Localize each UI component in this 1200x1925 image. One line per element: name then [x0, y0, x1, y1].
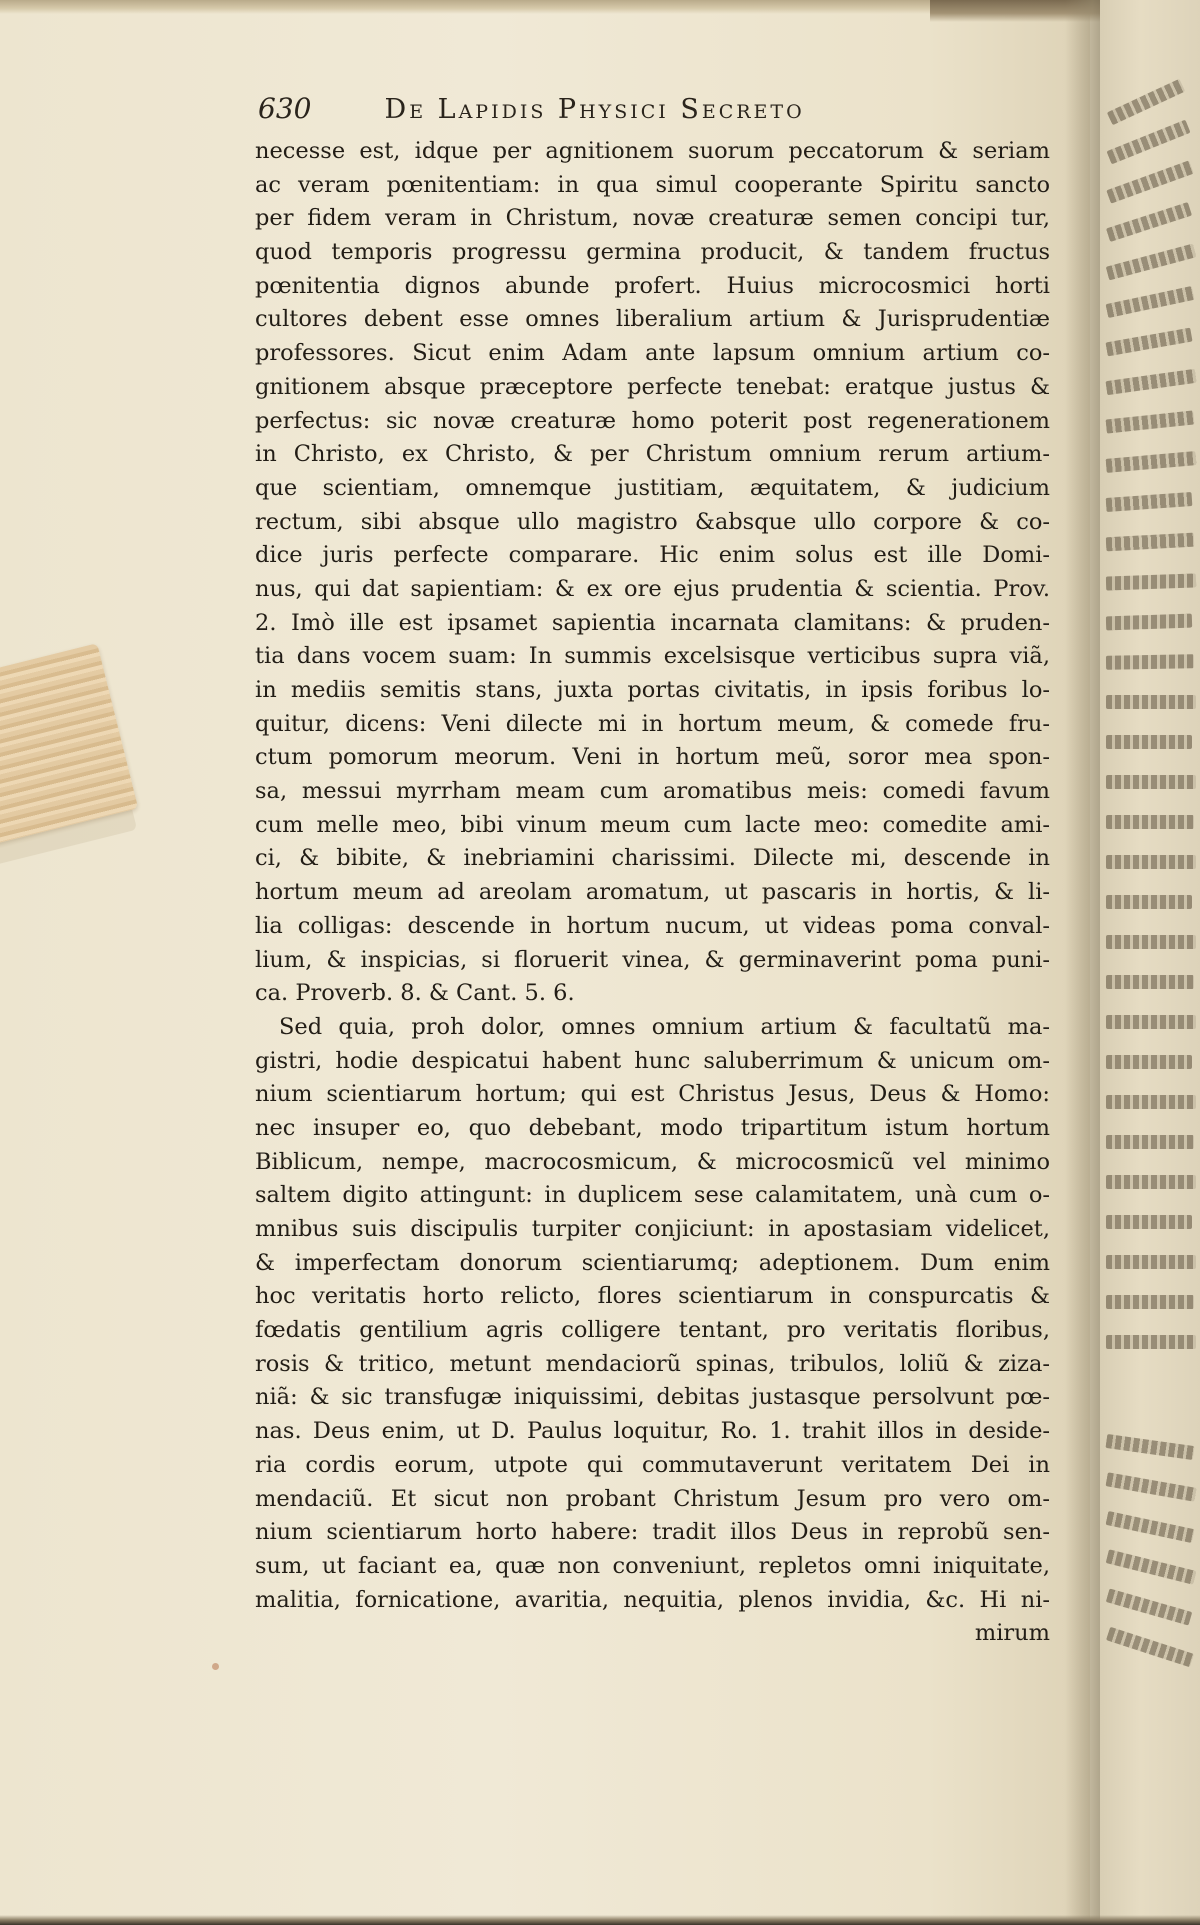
- text-line: sa, messui myrrham meam cum aromatibus meis: comedi favum: [255, 778, 1050, 805]
- text-line: malitia, fornicatione, avaritia, nequitia, plenos invidia, &c. Hi ni-: [255, 1586, 1050, 1613]
- facing-page-text-fragment: [1105, 1434, 1194, 1460]
- text-line: hoc veritatis horto relicto, flores scientiarum in conspurcatis &: [255, 1283, 1050, 1310]
- facing-page-text-fragment: [1106, 160, 1193, 203]
- text-line: nium scientiarum hortum; qui est Christus Jesus, Deus & Homo:: [255, 1081, 1050, 1108]
- facing-page-text-fragment: [1106, 1135, 1194, 1149]
- text-line: tia dans vocem suam: In summis excelsisque verticibus supra viã,: [255, 643, 1050, 670]
- facing-page-text-fragment: [1106, 1295, 1194, 1309]
- facing-page-text-fragment: [1106, 1511, 1195, 1543]
- facing-page-text-fragment: [1106, 1095, 1196, 1109]
- text-line: professores. Sicut enim Adam ante lapsum omnium artium co-: [255, 340, 1050, 367]
- text-line: quitur, dicens: Veni dilecte mi in hortum meum, & comede fru-: [255, 710, 1050, 737]
- page-number: 630: [258, 92, 312, 125]
- text-line: mnibus suis discipulis turpiter conjiciunt: in apostasiam videlicet,: [255, 1216, 1050, 1242]
- text-line: mendaciũ. Et sicut non probant Christum Jesum pro vero om-: [255, 1485, 1050, 1512]
- text-line: sum, ut faciant ea, quæ non conveniunt, repletos omni iniquitate,: [255, 1552, 1050, 1579]
- text-line: dice juris perfecte comparare. Hic enim solus est ille Domi-: [255, 542, 1050, 569]
- facing-page-text-fragment: [1106, 120, 1190, 165]
- text-line: que scientiam, omnemque justitiam, æquitatem, & judicium: [255, 474, 1050, 501]
- facing-page-text-fragment: [1106, 1055, 1192, 1069]
- facing-page-text-fragment: [1106, 244, 1197, 281]
- facing-page-text-fragment: [1106, 410, 1195, 433]
- body-text: [255, 135, 1050, 1651]
- text-line: quod temporis progressu germina producit, & tandem fructus: [255, 239, 1050, 266]
- text-line: 2. Imò ille est ipsamet sapientia incarnata clamitans: & pruden-: [255, 609, 1050, 636]
- text-line: ca. Proverb. 8. & Cant. 5. 6.: [255, 980, 575, 1007]
- facing-page-text-fragment: [1106, 895, 1192, 909]
- text-line: saltem digito attingunt: in duplicem sese calamitatem, unà cum o-: [255, 1182, 1050, 1209]
- text-line: nas. Deus enim, ut D. Paulus loquitur, Ro. 1. trahit illos in deside-: [255, 1418, 1050, 1445]
- text-line: per fidem veram in Christum, novæ creaturæ semen concipi tur,: [255, 205, 1050, 232]
- facing-page-text-fragment: [1105, 369, 1196, 395]
- text-line: ctum pomorum meorum. Veni in hortum meũ, soror mea spon-: [255, 744, 1050, 771]
- running-head: [258, 92, 1058, 136]
- text-line: gnitionem absque præceptore perfecte tenebat: eratque justus &: [255, 373, 1050, 400]
- text-line: nec insuper eo, quo debebant, modo tripartitum istum hortum: [255, 1114, 1050, 1141]
- facing-page-text-fragment: [1106, 614, 1192, 631]
- catchword: mirum: [974, 1620, 1050, 1647]
- facing-page-text-fragment: [1106, 815, 1194, 829]
- text-line: lium, & inspicias, si floruerit vinea, & germinaverint poma puni-: [255, 946, 1050, 973]
- facing-page-text-fragment: [1106, 775, 1196, 789]
- facing-page-text-fragment: [1106, 1215, 1192, 1229]
- text-line: cum melle meo, bibi vinum meum cum lacte meo: comedite ami-: [255, 811, 1050, 838]
- facing-page-text-fragment: [1106, 573, 1196, 590]
- text-line: perfectus: sic novæ creaturæ homo poterit post regenerationem: [255, 407, 1050, 434]
- facing-page-edge: [1100, 0, 1200, 1925]
- facing-page-text-fragment: [1106, 1175, 1196, 1189]
- facing-page-text-fragment: [1106, 975, 1194, 989]
- facing-page-text-fragment: [1105, 328, 1192, 357]
- facing-page-text-fragment: [1106, 1549, 1197, 1584]
- facing-page-text-fragment: [1106, 1255, 1196, 1269]
- text-line: ria cordis eorum, utpote qui commutaverunt veritatem Dei in: [255, 1451, 1050, 1478]
- text-line: gistri, hodie despicatui habent hunc saluberrimum & unicum om-: [255, 1047, 1050, 1074]
- facing-page-text-fragment: [1107, 79, 1185, 125]
- facing-page-text-fragment: [1106, 451, 1197, 473]
- facing-page-text-fragment: [1106, 935, 1196, 949]
- text-line: hortum meum ad areolam aromatum, ut pascaris in hortis, & li-: [255, 879, 1050, 906]
- ink-stain: [212, 1663, 219, 1670]
- text-line: nus, qui dat sapientiam: & ex ore ejus prudentia & scientia. Prov.: [255, 575, 1050, 602]
- facing-page-text-fragment: [1106, 1015, 1196, 1029]
- facing-page-text-fragment: [1106, 492, 1193, 512]
- facing-page-text-fragment: [1106, 735, 1192, 749]
- text-line: nium scientiarum horto habere: tradit illos Deus in reprobũ sen-: [255, 1519, 1050, 1546]
- text-line: niã: & sic transfugæ iniquissimi, debitas justasque persolvunt pœ-: [255, 1384, 1050, 1411]
- facing-page-text-fragment: [1106, 1627, 1194, 1668]
- facing-page-text-fragment: [1106, 1588, 1193, 1625]
- text-line: in Christo, ex Christo, & per Christum omnium rerum artium-: [255, 441, 1050, 468]
- page-bottom-edge: [0, 1915, 1200, 1925]
- facing-page-text-fragment: [1106, 695, 1196, 709]
- text-line: lia colligas: descende in hortum nucum, ut videas poma conval-: [255, 912, 1050, 939]
- text-line-paragraph-start: Sed quia, proh dolor, omnes omnium artium & facultatũ ma-: [279, 1013, 1050, 1040]
- text-line: ac veram pœnitentiam: in qua simul cooperante Spiritu sancto: [255, 171, 1050, 198]
- text-line: rosis & tritico, metunt mendaciorũ spinas, tribulos, loliũ & ziza-: [255, 1350, 1050, 1377]
- facing-page-text-fragment: [1106, 286, 1195, 318]
- text-line: ci, & bibite, & inebriamini charissimi. Dilecte mi, descende in: [255, 845, 1050, 872]
- facing-page-text-fragment: [1106, 654, 1194, 670]
- facing-page-text-fragment: [1106, 202, 1192, 242]
- text-line: & imperfectam donorum scientiarumq; adeptionem. Dum enim: [255, 1249, 1050, 1276]
- text-line: Biblicum, nempe, macrocosmicum, & microcosmicũ vel minimo: [255, 1148, 1050, 1175]
- facing-page-text-fragment: [1105, 1472, 1196, 1501]
- facing-page-text-fragment: [1106, 533, 1195, 552]
- text-line: necesse est, idque per agnitionem suorum peccatorum & seriam: [255, 138, 1050, 164]
- facing-page-text-fragment: [1106, 855, 1196, 869]
- facing-page-text-fragment: [1106, 1335, 1196, 1349]
- text-line: in mediis semitis stans, juxta portas civitatis, in ipsis foribus lo-: [255, 677, 1050, 703]
- text-line: rectum, sibi absque ullo magistro &absque ullo corpore & co-: [255, 508, 1050, 535]
- text-line: cultores debent esse omnes liberalium artium & Jurisprudentiæ: [255, 306, 1050, 333]
- text-line: pœnitentia dignos abunde profert. Huius microcosmici horti: [255, 272, 1050, 299]
- text-line: fœdatis gentilium agris colligere tentant, pro veritatis floribus,: [255, 1317, 1050, 1344]
- running-head-title: De Lapidis Physici Secreto: [384, 94, 805, 125]
